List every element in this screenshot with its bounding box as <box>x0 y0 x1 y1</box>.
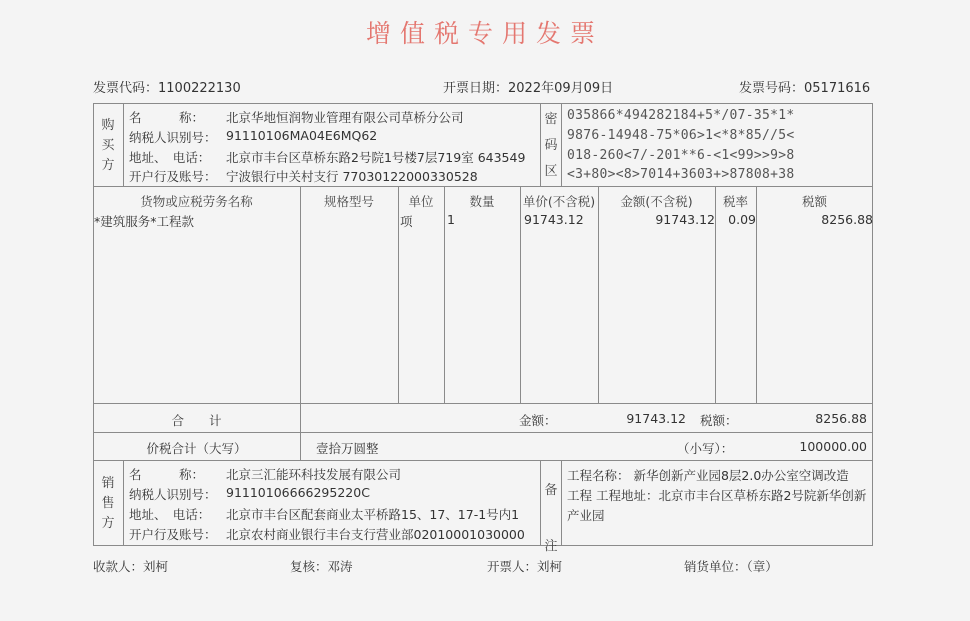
grand-total-small-label: （小写）： <box>677 441 734 456</box>
footer-payee-label: 收款人： <box>93 559 144 574</box>
cipher-label-char: 区 <box>544 164 558 179</box>
invoice-code-label: 发票代码： <box>93 81 159 96</box>
footer-issuer-label: 开票人： <box>487 559 538 574</box>
invoice-date-value: 2022年09月09日 <box>508 81 614 96</box>
footer-issuer <box>487 557 562 575</box>
invoice-number-label: 发票号码： <box>739 81 805 96</box>
cipher-section-label <box>536 107 566 185</box>
footer-reviewer-label: 复核： <box>290 559 328 574</box>
remarks-line: 工程 工程地址：北京市丰台区草桥东路2号院新华创新 <box>567 488 867 503</box>
buyer-bank-label: 开户行及账号： <box>129 169 217 184</box>
item-name: *建筑服务*工程款 <box>94 214 195 229</box>
divider <box>123 460 124 546</box>
buyer-tax-id: 91110106MA04E6MQ62 <box>226 128 378 143</box>
cipher-line: 035866*494282184+5*/07-35*1* <box>567 108 795 123</box>
buyer-label-char: 购 <box>101 118 115 133</box>
header-quantity: 数量 <box>469 194 495 209</box>
seller-name: 北京三汇能环科技发展有限公司 <box>226 467 402 482</box>
seller-address: 北京市丰台区配套商业太平桥路15、17、17-1号内1 <box>226 507 520 522</box>
buyer-label-char: 方 <box>101 158 115 173</box>
buyer-name-label: 名 称： <box>129 110 205 125</box>
invoice-number-value: 05171616 <box>804 81 871 96</box>
totals-tax: 8256.88 <box>815 411 867 426</box>
seller-section-label <box>93 474 123 534</box>
remarks-label-char: 注 <box>544 539 558 554</box>
footer-reviewer <box>290 557 353 575</box>
item-unit: 项 <box>400 214 413 229</box>
invoice-title: 增值税专用发票 <box>365 19 604 48</box>
seller-tax-id: 91110106666295220C <box>226 485 370 500</box>
seller-name-label: 名 称： <box>129 467 205 482</box>
footer-reviewer-value: 邓涛 <box>327 559 353 574</box>
invoice-number <box>739 77 870 96</box>
item-quantity: 1 <box>447 212 455 227</box>
item-tax-rate: 0.09 <box>728 212 756 227</box>
cipher-line: <3+80><8>7014+3603+>87808+38 <box>567 167 795 182</box>
item-amount: 91743.12 <box>655 212 715 227</box>
buyer-bank: 宁波银行中关村支行 77030122000330528 <box>226 169 478 184</box>
divider <box>93 432 873 433</box>
seller-address-label: 地址、 电话： <box>129 507 211 522</box>
totals-amount: 91743.12 <box>626 411 686 426</box>
footer-payee <box>93 557 168 575</box>
divider <box>444 186 445 403</box>
header-goods-name: 货物或应税劳务名称 <box>140 194 253 209</box>
cipher-label-char: 码 <box>544 138 558 153</box>
header-unit-price: 单价(不含税) <box>522 194 596 209</box>
seller-label-char: 售 <box>101 496 115 511</box>
header-amount: 金额(不含税) <box>620 194 693 209</box>
invoice-code-value: 1100222130 <box>158 81 241 96</box>
divider <box>300 186 301 460</box>
cipher-line: 9876-14948-75*06>1<*8*85//5< <box>567 128 795 143</box>
grand-total-in-words: 壹拾万圆整 <box>316 441 379 456</box>
seller-bank: 北京农村商业银行丰台支行营业部02010001030000 <box>226 527 525 542</box>
remarks-label-char: 备 <box>544 483 558 498</box>
buyer-name: 北京华地恒润物业管理有限公司草桥分公司 <box>226 110 464 125</box>
item-unit-price: 91743.12 <box>524 212 584 227</box>
footer-seller-unit: 销货单位：（章） <box>684 559 778 574</box>
buyer-tax-id-label: 纳税人识别号： <box>129 130 217 145</box>
item-tax: 8256.88 <box>821 212 873 227</box>
header-spec: 规格型号 <box>323 194 374 209</box>
buyer-label-char: 买 <box>101 138 115 153</box>
seller-label-char: 销 <box>101 476 115 491</box>
totals-tax-label: 税额： <box>700 413 738 428</box>
divider <box>520 186 521 403</box>
invoice-code <box>93 77 241 96</box>
footer-issuer-value: 刘柯 <box>537 559 563 574</box>
seller-label-char: 方 <box>101 516 115 531</box>
cipher-label-char: 密 <box>544 112 558 127</box>
grand-total-value: 100000.00 <box>799 439 867 454</box>
totals-label: 合 计 <box>171 413 222 428</box>
divider <box>93 403 873 404</box>
divider <box>93 460 873 461</box>
footer-payee-value: 刘柯 <box>143 559 169 574</box>
totals-amount-label: 金额： <box>519 413 557 428</box>
invoice-date-label: 开票日期： <box>443 81 509 96</box>
invoice-date <box>443 77 613 96</box>
divider <box>398 186 399 403</box>
remarks-line: 工程名称： 新华创新产业园8层2.0办公室空调改造 <box>567 468 849 483</box>
header-tax: 税额 <box>801 194 827 209</box>
divider <box>123 103 124 186</box>
seller-tax-id-label: 纳税人识别号： <box>129 487 217 502</box>
buyer-address: 北京市丰台区草桥东路2号院1号楼7层719室 643549 <box>226 150 526 165</box>
seller-bank-label: 开户行及账号： <box>129 527 217 542</box>
header-tax-rate: 税率 <box>722 194 748 209</box>
buyer-section-label <box>93 116 123 176</box>
grand-total-label: 价税合计（大写） <box>146 441 247 456</box>
remarks-line: 产业园 <box>567 508 605 523</box>
buyer-address-label: 地址、 电话： <box>129 150 211 165</box>
header-unit: 单位 <box>408 194 434 209</box>
cipher-line: 018-260<7/-201**6-<1<99>>9>8 <box>567 148 795 163</box>
